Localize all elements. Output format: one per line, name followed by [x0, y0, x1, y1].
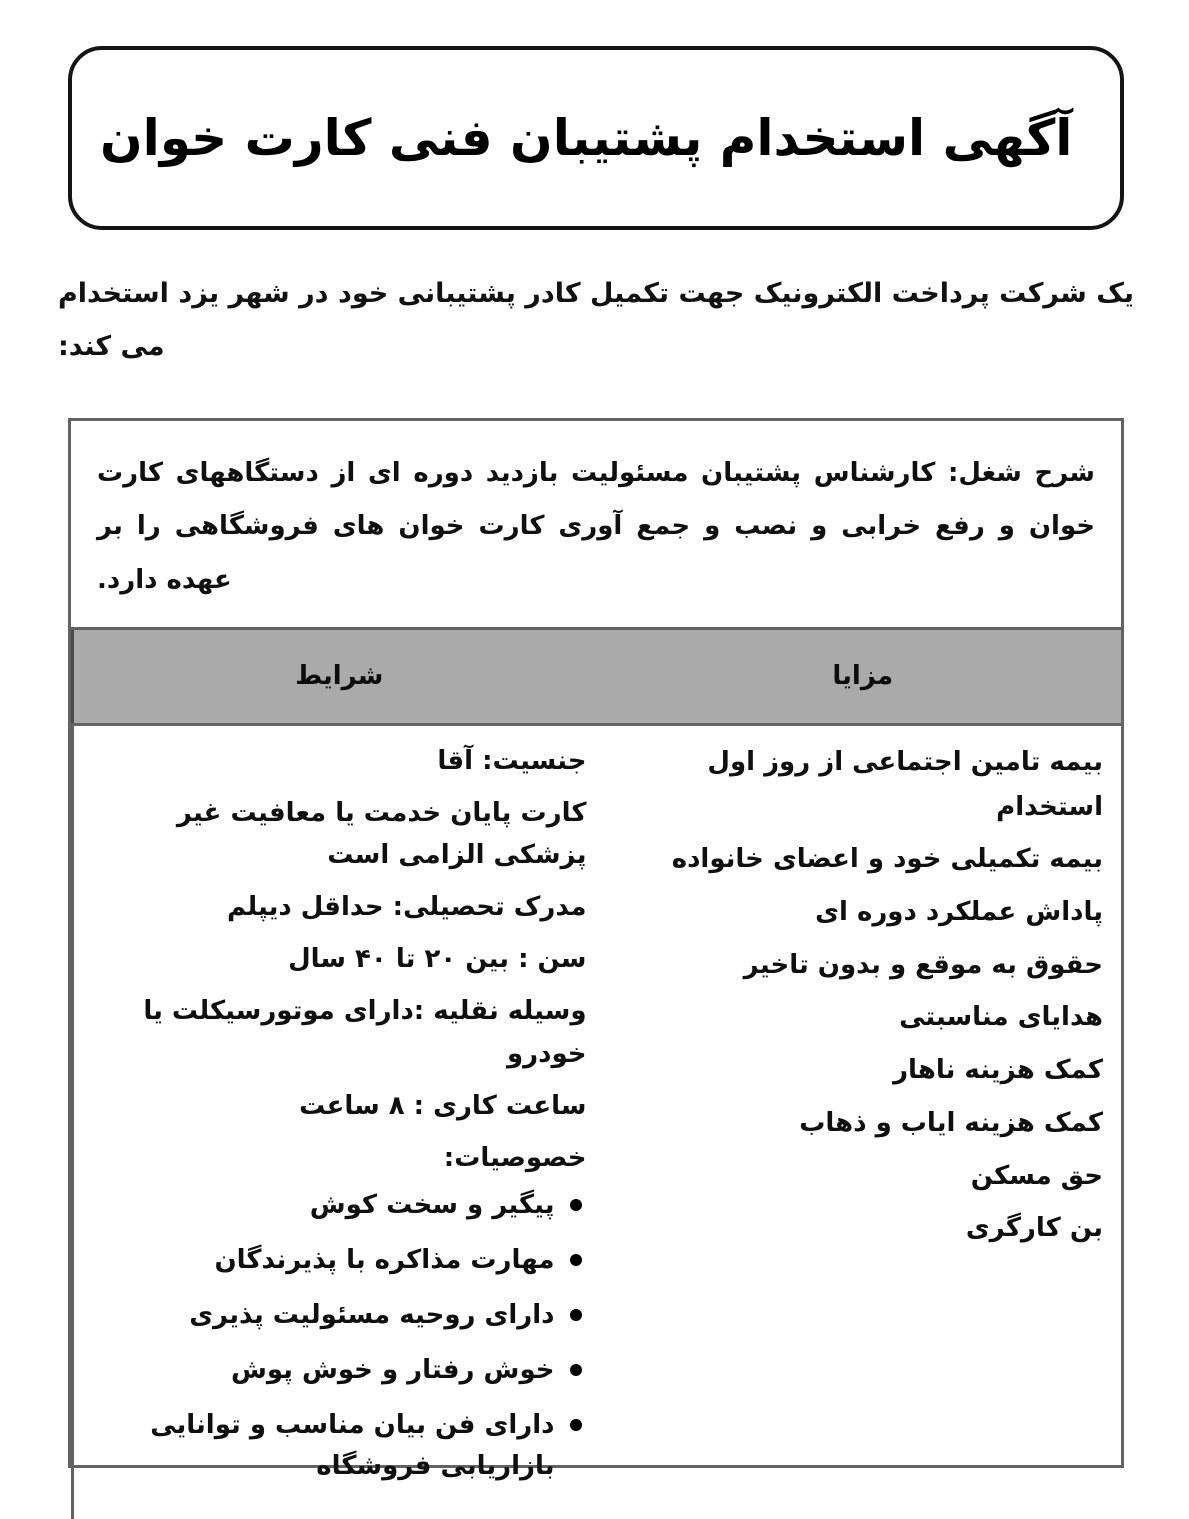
list-item — [92, 1185, 586, 1226]
table-body-row — [71, 726, 1121, 1519]
bullet-icon — [570, 1364, 582, 1376]
column-header-conditions: شرایط — [71, 630, 604, 723]
list-item: ساعت کاری : ۸ ساعت — [299, 1090, 587, 1121]
list-item: کارت پایان خدمت یا معافیت غیر پزشکی الزامی است — [176, 798, 587, 871]
list-item-label: خوش رفتار و خوش پوش — [231, 1355, 555, 1386]
list-item: بیمه تکمیلی خود و اعضای خانواده — [671, 844, 1103, 875]
list-item: کمک هزینه ایاب و ذهاب — [799, 1107, 1103, 1138]
list-item: بن کارگری — [965, 1213, 1103, 1244]
list-item: حق مسکن — [970, 1160, 1103, 1191]
bullet-icon — [570, 1199, 582, 1211]
features-label: خصوصیات: — [443, 1142, 587, 1173]
list-item: مدرک تحصیلی: حداقل دیپلم — [226, 892, 587, 923]
list-item: کمک هزینه ناهار — [893, 1055, 1103, 1086]
table-header-row — [71, 630, 1121, 726]
bullet-icon — [570, 1419, 582, 1431]
bullet-icon — [570, 1254, 582, 1266]
list-item — [92, 1295, 586, 1336]
job-description-row — [71, 421, 1121, 630]
features-list — [92, 1185, 586, 1487]
list-item: هدایای مناسبتی — [899, 1002, 1103, 1033]
list-item — [92, 1350, 586, 1391]
list-item: جنسیت: آقا — [437, 745, 587, 776]
list-item: بیمه تامین اجتماعی از روز اول استخدام — [707, 746, 1103, 822]
list-item-label: پیگیر و سخت کوش — [309, 1189, 555, 1220]
intro-paragraph: یک شرکت پرداخت الکترونیک جهت تکمیل کادر پشتیبانی خود در شهر یزد استخدام می کند: — [58, 278, 1134, 362]
list-item — [92, 1405, 586, 1487]
job-details-table — [68, 418, 1124, 1482]
page-title: آگهی استخدام پشتیبان فنی کارت خوان — [100, 109, 1073, 167]
job-description-text: شرح شغل: کارشناس پشتیبان مسئولیت بازدید دوره ای از دستگاههای کارت خوان و رفع خرابی و نصب و جمع آوری کارت خوان های فروشگاهی را بر عهده دارد. — [97, 458, 1095, 595]
list-item-label: دارای فن بیان مناسب و توانایی بازاریابی فروشگاه — [150, 1410, 555, 1482]
list-item: وسیله نقلیه :دارای موتورسیکلت یا خودرو — [143, 996, 587, 1069]
benefits-column — [604, 726, 1121, 1519]
conditions-column — [71, 726, 604, 1519]
list-item: حقوق به موقع و بدون تاخیر — [743, 949, 1103, 980]
bullet-icon — [570, 1309, 582, 1321]
column-header-benefits: مزایا — [832, 661, 894, 692]
list-item: سن : بین ۲۰ تا ۴۰ سال — [288, 944, 587, 975]
title-banner — [68, 46, 1124, 230]
list-item-label: مهارت مذاکره با پذیرندگان — [214, 1244, 555, 1275]
list-item-label: دارای روحیه مسئولیت پذیری — [189, 1300, 555, 1331]
list-item: پاداش عملکرد دوره ای — [815, 897, 1103, 928]
list-item — [92, 1240, 586, 1281]
